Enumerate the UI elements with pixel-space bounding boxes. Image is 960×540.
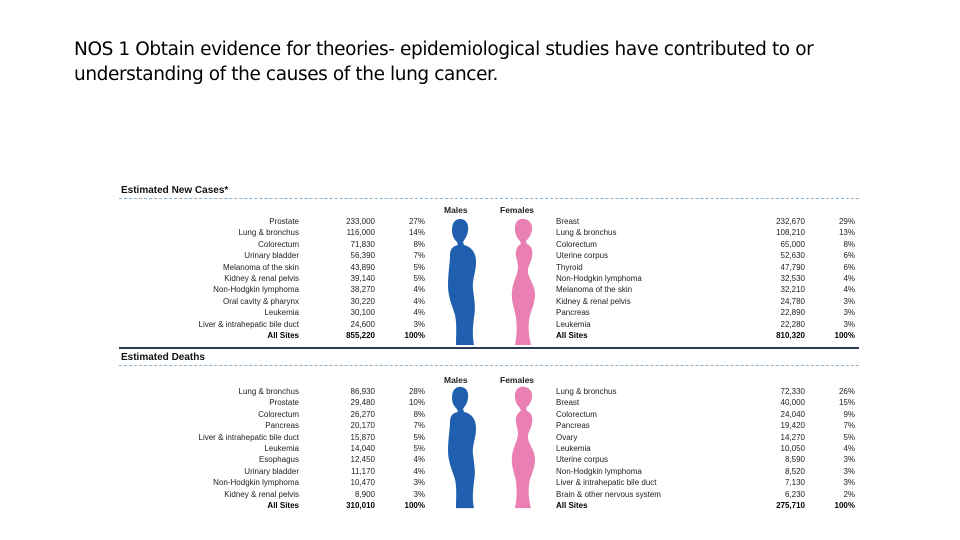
site-name: Leukemia [264, 444, 299, 453]
site-name: Prostate [269, 217, 299, 226]
percent: 29% [838, 217, 855, 226]
case-count: 47,790 [780, 262, 805, 272]
percent: 27% [408, 217, 425, 226]
site-name: Colorectum [556, 239, 597, 249]
female-table-row [119, 319, 859, 330]
site-name: Liver & intrahepatic bile duct [198, 432, 299, 442]
site-name: Melanoma of the skin [222, 262, 299, 272]
percent: 8% [413, 239, 425, 249]
case-count: 43,890 [350, 262, 375, 272]
case-count: 40,000 [780, 398, 805, 408]
site-name: Pancreas [265, 421, 299, 431]
female-table-row [119, 307, 859, 318]
percent: 3% [843, 478, 855, 488]
site-name: Brain & other nervous system [556, 489, 661, 499]
case-count: 22,280 [780, 319, 805, 329]
case-count: 30,220 [350, 296, 375, 306]
percent: 4% [413, 466, 425, 476]
case-count: 30,100 [350, 308, 375, 318]
site-name: Leukemia [556, 319, 591, 329]
site-name: Lung & bronchus [238, 228, 299, 238]
percent: 13% [838, 228, 855, 238]
percent: 3% [843, 319, 855, 329]
site-name: Liver & intrahepatic bile duct [556, 478, 657, 488]
percent: 14% [408, 228, 425, 238]
percent: 8% [413, 409, 425, 419]
female-table-row [119, 216, 859, 227]
female-table-row [119, 284, 859, 295]
case-count: 29,480 [350, 398, 375, 408]
site-name: Non-Hodgkin lymphoma [556, 274, 642, 283]
case-count: 232,670 [776, 217, 805, 226]
site-name: Ovary [556, 432, 578, 442]
percent: 7% [843, 421, 855, 431]
percent: 4% [413, 285, 425, 295]
case-count: 310,010 [346, 501, 375, 510]
female-table-row [119, 250, 859, 261]
female-table-row [119, 454, 859, 465]
case-count: 8,900 [354, 489, 375, 499]
percent: 4% [413, 296, 425, 306]
female-table-row [119, 500, 859, 511]
section-heading-new-cases: Estimated New Cases* [121, 185, 229, 196]
case-count: 24,600 [350, 319, 375, 329]
site-name: Lung & bronchus [556, 387, 617, 396]
females-label: Females [500, 375, 535, 385]
site-name: All Sites [267, 331, 299, 340]
percent: 28% [408, 387, 425, 396]
female-table-row [119, 420, 859, 431]
site-name: Lung & bronchus [238, 387, 299, 396]
case-count: 32,210 [780, 285, 805, 295]
site-name: Non-Hodgkin lymphoma [213, 478, 299, 488]
slide-title: NOS 1 Obtain evidence for theories- epidemiological studies have contributed to or understanding of the causes of the lung cancer. [74, 39, 814, 85]
section-divider [119, 198, 859, 199]
site-name: Colorectum [258, 239, 299, 249]
female-table-row [119, 443, 859, 454]
site-name: Urinary bladder [244, 466, 299, 476]
site-name: Uterine corpus [556, 455, 609, 465]
case-count: 86,930 [350, 387, 375, 396]
percent: 3% [843, 455, 855, 465]
case-count: 24,040 [780, 409, 805, 419]
case-count: 7,130 [784, 478, 805, 488]
case-count: 14,270 [780, 432, 805, 442]
site-name: Prostate [269, 398, 299, 408]
percent: 100% [404, 501, 425, 510]
percent: 9% [843, 409, 855, 419]
percent: 5% [413, 274, 425, 283]
case-count: 71,830 [350, 239, 375, 249]
site-name: Kidney & renal pelvis [224, 489, 299, 499]
site-name: Pancreas [556, 308, 590, 318]
site-name: Pancreas [556, 421, 590, 431]
site-name: Non-Hodgkin lymphoma [213, 285, 299, 295]
site-name: Kidney & renal pelvis [224, 274, 299, 283]
site-name: All Sites [556, 501, 588, 510]
section-divider-bold [119, 347, 859, 349]
males-label: Males [444, 375, 468, 385]
case-count: 855,220 [346, 331, 375, 340]
percent: 4% [843, 285, 855, 295]
percent: 15% [838, 398, 855, 408]
site-name: Colorectum [556, 409, 597, 419]
percent: 7% [413, 421, 425, 431]
case-count: 22,890 [780, 308, 805, 318]
case-count: 8,590 [784, 455, 805, 465]
case-count: 26,270 [350, 409, 375, 419]
percent: 3% [843, 466, 855, 476]
percent: 3% [413, 489, 425, 499]
case-count: 10,050 [780, 444, 805, 453]
case-count: 116,000 [346, 228, 375, 238]
site-name: Breast [556, 398, 580, 408]
case-count: 65,000 [780, 239, 805, 249]
section-heading-deaths: Estimated Deaths [121, 352, 205, 363]
percent: 26% [838, 387, 855, 396]
female-table-row [119, 227, 859, 238]
site-name: All Sites [556, 331, 588, 340]
case-count: 52,630 [780, 251, 805, 261]
percent: 3% [413, 319, 425, 329]
site-name: Non-Hodgkin lymphoma [556, 466, 642, 476]
percent: 2% [843, 489, 855, 499]
site-name: Uterine corpus [556, 251, 609, 261]
site-name: Melanoma of the skin [556, 285, 633, 295]
percent: 5% [413, 444, 425, 453]
female-table-row [119, 330, 859, 341]
percent: 4% [843, 444, 855, 453]
percent: 10% [408, 398, 425, 408]
female-table-row [119, 239, 859, 250]
case-count: 233,000 [346, 217, 375, 226]
percent: 5% [413, 262, 425, 272]
females-label: Females [500, 205, 535, 215]
female-table-row [119, 466, 859, 477]
female-table-row [119, 477, 859, 488]
percent: 100% [834, 501, 855, 510]
case-count: 39,140 [350, 274, 375, 283]
percent: 8% [843, 239, 855, 249]
case-count: 6,230 [784, 489, 805, 499]
percent: 7% [413, 251, 425, 261]
case-count: 14,040 [350, 444, 375, 453]
site-name: Kidney & renal pelvis [556, 296, 631, 306]
case-count: 38,270 [350, 285, 375, 295]
site-name: Leukemia [264, 308, 299, 318]
percent: 5% [413, 432, 425, 442]
percent: 4% [843, 274, 855, 283]
site-name: Oral cavity & pharynx [222, 296, 299, 306]
percent: 6% [843, 251, 855, 261]
female-table-row [119, 386, 859, 397]
males-label: Males [444, 205, 468, 215]
site-name: All Sites [267, 501, 299, 510]
cancer-statistics-figure [119, 180, 859, 510]
percent: 5% [843, 432, 855, 442]
female-table-row [119, 409, 859, 420]
percent: 3% [843, 296, 855, 306]
section-divider [119, 365, 859, 366]
case-count: 56,390 [350, 251, 375, 261]
case-count: 15,870 [350, 432, 375, 442]
site-name: Liver & intrahepatic bile duct [198, 319, 299, 329]
site-name: Lung & bronchus [556, 228, 617, 238]
female-table-row [119, 296, 859, 307]
case-count: 20,170 [350, 421, 375, 431]
female-table-row [119, 489, 859, 500]
percent: 3% [413, 478, 425, 488]
site-name: Leukemia [556, 444, 591, 453]
case-count: 72,330 [780, 387, 805, 396]
case-count: 108,210 [776, 228, 805, 238]
case-count: 12,450 [350, 455, 375, 465]
case-count: 10,470 [350, 478, 375, 488]
female-table-row [119, 273, 859, 284]
site-name: Esophagus [258, 455, 299, 465]
female-table-row [119, 262, 859, 273]
site-name: Urinary bladder [244, 251, 299, 261]
case-count: 11,170 [351, 466, 375, 476]
percent: 100% [404, 331, 425, 340]
percent: 4% [413, 455, 425, 465]
percent: 4% [413, 308, 425, 318]
case-count: 810,320 [776, 331, 805, 340]
case-count: 24,780 [780, 296, 805, 306]
site-name: Colorectum [258, 409, 299, 419]
percent: 100% [834, 331, 855, 340]
case-count: 8,520 [784, 466, 805, 476]
site-name: Thyroid [556, 262, 583, 272]
site-name: Breast [556, 217, 580, 226]
case-count: 32,530 [780, 274, 805, 283]
case-count: 19,420 [780, 421, 805, 431]
female-table-row [119, 432, 859, 443]
case-count: 275,710 [776, 501, 805, 510]
percent: 6% [843, 262, 855, 272]
female-table-row [119, 397, 859, 408]
percent: 3% [843, 308, 855, 318]
